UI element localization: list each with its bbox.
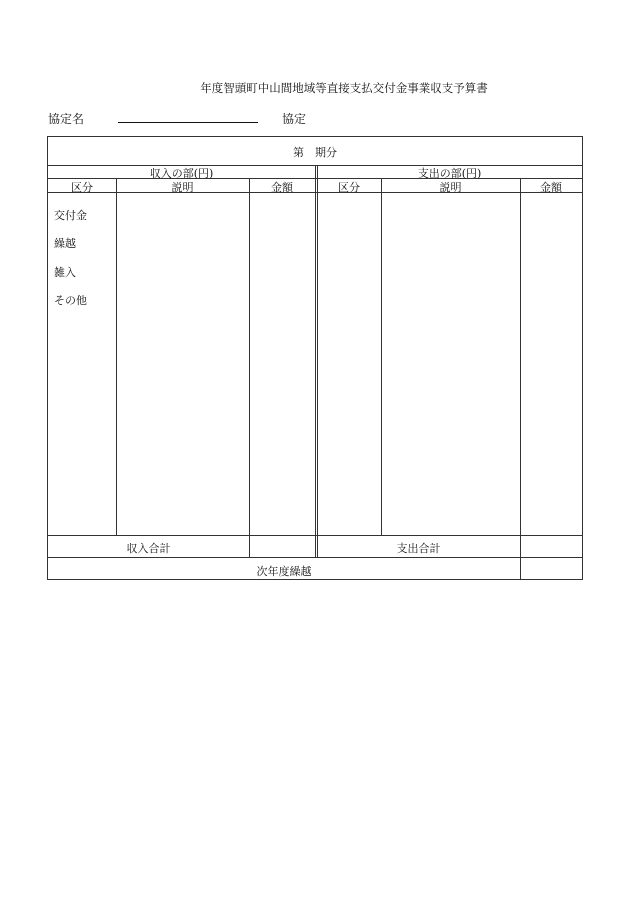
association-name-label: 協定名: [48, 112, 85, 126]
income-item: 雑入: [54, 266, 76, 279]
rule-above-carryover: [48, 557, 582, 558]
income-col-description: 説明: [171, 181, 194, 194]
expense-col-divider-1: [381, 178, 382, 535]
association-name-field[interactable]: [118, 122, 258, 123]
budget-table: [47, 136, 583, 580]
income-col-divider-1: [116, 178, 117, 535]
income-item: 交付金: [54, 209, 87, 222]
expense-col-divider-2: [520, 178, 521, 557]
carryover-label: 次年度繰越: [256, 565, 312, 578]
income-col-amount: 金額: [271, 181, 293, 194]
period-header: 第 期分: [293, 146, 337, 159]
center-divider: [315, 165, 316, 557]
income-item: 繰越: [54, 237, 76, 250]
center-divider-inner: [317, 165, 318, 557]
expense-col-description: 説明: [439, 181, 462, 194]
income-section-label: 収入の部(円): [149, 167, 214, 180]
income-col-category: 区分: [71, 181, 93, 194]
income-item: その他: [54, 294, 87, 307]
expense-section-label: 支出の部(円): [417, 167, 482, 180]
document-title: 年度智頭町中山間地域等直接支払交付金事業収支予算書: [200, 81, 488, 95]
expense-col-amount: 金額: [540, 181, 562, 194]
expense-col-category: 区分: [338, 181, 360, 194]
carryover-amount-divider: [520, 557, 521, 579]
expense-total-label: 支出合計: [396, 542, 441, 555]
income-col-divider-2: [249, 178, 250, 557]
association-suffix: 協定: [282, 112, 307, 126]
income-total-label: 収入合計: [126, 542, 171, 555]
